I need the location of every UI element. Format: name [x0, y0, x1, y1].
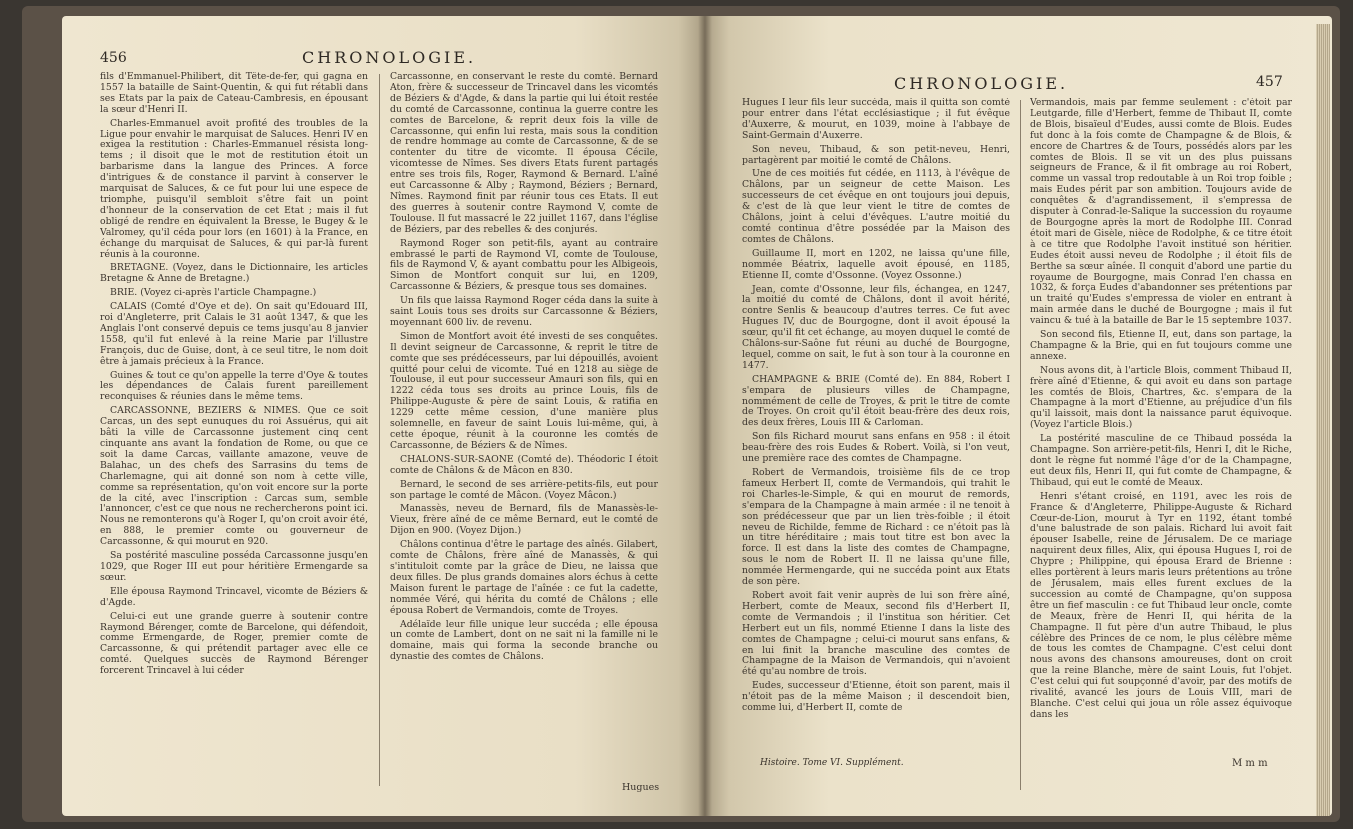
paragraph: Guines & tout ce qu'on appelle la terre d'Oye & toutes les dépendances de Calais furent pareillement reconquises & réunies dans le même tems.: [100, 369, 368, 403]
paragraph: Adélaïde leur fille unique leur succéda ; elle épousa un comte de Lambert, dont on ne sait ni la famille ni le domaine, mais qui forma la seconde branche ou dynastie des comtes de Châlons.: [390, 618, 658, 663]
paragraph: Vermandois, mais par femme seulement : c'étoit par Leutgarde, fille d'Herbert, femme de Thibaut II, comte de Blois, bisaïeul d'Eudes, aussi comte de Blois. Eudes fut donc à la fois comte de Champagne & de Blois, & encore de Chartres & de Tours, possédés alors par les comtes de Blois. Il se vit un des plus puissans seigneurs de France, & il fit ombrage au roi Robert, comme un vassal trop redoutable à un Roi trop foible ; mais Eudes périt par son ambition. Toujours avide de conquêtes & d'agrandissement, il s'empressa de disputer à Conrad-le-Salique la succession du royaume de Bourgogne après la mort de Rodolphe III. Conrad étoit mari de Gisèle, nièce de Rodolphe, & ce titre étoit à ce titre que Rodolphe l'avoit institué son héritier. Eudes étoit aussi neveu de Rodolphe ; il étoit fils de Berthe sa sœur aînée. Il conquit d'abord une partie du royaume de Bourgogne, mais Conrad l'en chassa en 1032, & força Eudes d'abandonner ses prétentions par un traité qu'Eudes s'empressa de violer en entrant à main armée dans le duché de Bourgogne ; mais il fut vaincu & tué à la bataille de Bar le 15 septembre 1037.: [1030, 98, 1292, 327]
paragraph: Bernard, le second de ses arrière-petits-fils, eut pour son partage le comté de Mâcon. (Voyez Mâcon.): [390, 478, 658, 501]
right-page: [704, 16, 1332, 816]
paragraph: Raymond Roger son petit-fils, ayant au contraire embrassé le parti de Raymond VI, comte de Toulouse, fils de Raymond V, & ayant combattu pour les Albigeois, Simon de Montfort conquit sur lui, en 1209, Carcassonne & Béziers, & presque tous ses domaines.: [390, 237, 658, 293]
page-edges: [1316, 24, 1330, 816]
paragraph: Hugues I leur fils leur succéda, mais il quitta son comté pour entrer dans l'état ecclésiastique ; il fut évêque d'Auxerre, & mourut, en 1039, moine à l'abbaye de Saint-Germain d'Auxerre.: [742, 98, 1010, 141]
paragraph: Robert avoit fait venir auprès de lui son frère aîné, Herbert, comte de Meaux, second fils d'Herbert II, comte de Vermandois ; il l'institua son héritier. Cet Herbert eut un fils, nommé Etienne I dans la liste des comtes de Champagne ; celui-ci mourut sans enfans, & en lui finit la branche masculine des comtes de Champagne de la Maison de Vermandois, qui n'avoient été qu'au nombre de trois.: [742, 589, 1010, 678]
paragraph: Henri s'étant croisé, en 1191, avec les rois de France & d'Angleterre, Philippe-Auguste & Richard Cœur-de-Lion, mourut à Tyr en 1192, étant tombé d'une balustrade de son palais. Richard lui avoit fait épouser Isabelle, reine de Jérusalem. De ce mariage naquirent deux filles, Alix, qui épousa Hugues I, roi de Chypre ; Philippine, qui épousa Erard de Brienne : elles portèrent à leurs maris leurs prétentions au trône de Jérusalem, mais elles furent exclues de la succession au comté de Champagne, qu'on supposa être un fief masculin : ce fut Thibaud leur oncle, comte de Meaux, frère de Henri II, qui hérita de la Champagne. Il fut père d'un autre Thibaud, le plus célèbre des Princes de ce nom, le plus célèbre même de tous les comtes de Champagne. C'est celui dont nous avons des chansons amoureuses, dont on croit que la reine Blanche, mère de saint Louis, fut l'objet. C'est celui qui fut soupçonné d'avoir, par des motifs de rivalité, avancé les jours de Louis VIII, mari de Blanche. C'est celui qui joua un rôle assez équivoque dans les: [1030, 490, 1292, 720]
paragraph: BRIE. (Voyez ci-après l'article Champagne.): [110, 287, 317, 299]
paragraph: CARCASSONNE, BEZIERS & NIMES. Que ce soit Carcas, un des sept eunuques du roi Assuérus, qui ait bâti la ville de Carcassonne justement cinq cent cinquante ans avant la fondation de Rome, ou que ce soit la dame Carcas, vaillante amazone, veuve de Balahac, un des chefs des Sarrasins du tems de Charlemagne, qui ait donné son nom à cette ville, comme sa représentation, qu'on voit encore sur la porte de la cité, avec l'inscription : Carcas sum, semble l'annoncer, c'est ce que nous ne rechercherons point ici. Nous ne remonterons qu'à Roger I, qu'on croit avoir été, en 888, le premier comte ou gouverneur de Carcassonne, & qui mourut en 920.: [100, 405, 368, 548]
paragraph: Une de ces moitiés fut cédée, en 1113, à l'évêque de Châlons, par un seigneur de cette Maison. Les successeurs de cet évêque en ont toujours joui depuis, & c'est de là que leur vient le titre de comtes de Châlons, joint à celui d'évêques. L'autre moitié du comté continua d'être possédée par la Maison des comtes de Châlons.: [742, 168, 1010, 245]
column-rule: [379, 74, 380, 786]
paragraph: Châlons continua d'être le partage des aînés. Gilabert, comte de Châlons, frère aîné de Manassès, & qui s'intituloit comte par la grâce de Dieu, ne laissa que deux filles. De plus grands domaines alors échus à cette Maison furent le partage de l'aînée : ce fut la cadette, nommée Véré, qui hérita du comté de Châlons ; elle épousa Robert de Vermandois, comte de Troyes.: [390, 539, 658, 616]
paragraph: Simon de Montfort avoit été investi de ses conquêtes. Il devint seigneur de Carcassonne, & reprit le titre de comte que ses prédécesseurs, par lui dépouillés, avoient quitté pour celui de vicomte. Tué en 1218 au siège de Toulouse, il eut pour successeur Amauri son fils, qui en 1222 céda tous ses droits au prince Louis, fils de Philippe-Auguste & père de saint Louis, & ratifia en 1229 cette même cession, d'une manière plus solemnelle, en faveur de saint Louis lui-même, qui, à cette époque, réunit à la couronne les comtés de Carcassonne, de Béziers & de Nîmes.: [390, 330, 658, 451]
page-footer: Histoire. Tome VI. Supplément.: [760, 758, 904, 768]
paragraph: Charles-Emmanuel avoit profité des troubles de la Ligue pour envahir le marquisat de Saluces. Henri IV en exigea la restitution : Charles-Emmanuel résista long-tems ; il disoit que le mot de restitution étoit un barbarisme dans la langue des Princes. A force d'intrigues & de constance il parvint à conserver le marquisat de Saluces, & ce fut pour lui une espece de triomphe, puisqu'il sembloit s'être fait un point d'honneur de la conservation de cet Etat ; mais il fut obligé de rendre en équivalent la Bresse, le Bugey & le Valromey, qu'il céda pour lors (en 1601) à la France, en échange du marquisat de Saluces, & qui par-là furent réunis à la couronne.: [100, 117, 368, 260]
paragraph: Nous avons dit, à l'article Blois, comment Thibaud II, frère aîné d'Etienne, & qui avoit eu dans son partage les comtés de Blois, Chartres, &c. s'empara de la Champagne à la mort d'Etienne, au préjudice d'un fils qu'il laissoit, mais dont la naissance parut équivoque. (Voyez l'article Blois.): [1030, 364, 1292, 431]
column-rule-right: [1020, 100, 1021, 790]
paragraph: CHALONS-SUR-SAONE (Comté de). Théodoric I étoit comte de Châlons & de Mâcon en 830.: [390, 453, 658, 476]
right-column-1: [742, 98, 1010, 756]
left-running-head: CHRONOLOGIE.: [302, 48, 477, 67]
paragraph: Jean, comte d'Ossonne, leur fils, échangea, en 1247, la moitié du comté de Châlons, dont il avoit hérité, contre Senlis & beaucoup d'autres terres. Ce fut avec Hugues IV, duc de Bourgogne, dont il avoit épousé la sœur, qu'il fit cet échange, au moyen duquel le comté de Châlons-sur-Saône fut réuni au duché de Bourgogne, lequel, comme on sait, le fut à son tour à la couronne en 1477.: [742, 283, 1010, 371]
signature-mark: M m m: [1232, 758, 1268, 769]
paragraph: Elle épousa Raymond Trincavel, vicomte de Béziers & d'Agde.: [100, 585, 368, 608]
paragraph: Sa postérité masculine posséda Carcassonne jusqu'en 1029, que Roger III eut pour héritière Ermengarde sa sœur.: [100, 550, 368, 583]
right-page-number: 457: [1256, 74, 1283, 90]
paragraph: Son fils Richard mourut sans enfans en 958 : il étoit beau-frère des rois Eudes & Robert. Voilà, si l'on veut, une première race des comtes de Champagne.: [742, 431, 1010, 465]
paragraph: BRETAGNE. (Voyez, dans le Dictionnaire, les articles Bretagne & Anne de Bretagne.): [100, 262, 368, 285]
paragraph: Carcassonne, en conservant le reste du comté. Bernard Aton, frère & successeur de Trincavel dans les vicomtés de Béziers & d'Agde, & dans la partie qui lui étoit restée du comté de Carcassonne, continua la guerre contre les comtes de Barcelone, & reprit deux fois la ville de Carcassonne, qui enfin lui resta, mais sous la condition de rendre hommage au comte de Carcassonne, & de se contenter du titre de vicomte. Il épousa Cécile, vicomtesse de Nîmes. Ses divers Etats furent partagés entre ses trois fils, Roger, Raymond & Bernard. L'aîné eut Carcassonne & Alby ; Raymond, Béziers ; Bernard, Nîmes. Raymond finit par réunir tous ces Etats. Il eut des guerres à soutenir contre Raymond V, comte de Toulouse. Il fut massacré le 22 juillet 1167, dans l'église de Béziers, par des rebelles & des conjurés.: [390, 72, 658, 235]
paragraph: Guillaume II, mort en 1202, ne laissa qu'une fille, nommée Béatrix, laquelle avoit épousé, en 1185, Etienne II, comte d'Ossonne. (Voyez Ossonne.): [742, 247, 1010, 281]
paragraph: CALAIS (Comté d'Oye et de). On sait qu'Edouard III, roi d'Angleterre, prit Calais le 31 août 1347, & que les Anglais l'ont conservé depuis ce tems jusqu'au 8 janvier 1558, qu'il fut enlevé à la reine Marie par l'illustre François, duc de Guise, dont, à ce seul titre, le nom doit être à jamais précieux à la France.: [100, 301, 368, 367]
paragraph: Son neveu, Thibaud, & son petit-neveu, Henri, partagèrent par moitié le comté de Châlons.: [742, 143, 1010, 166]
catchword: Hugues: [622, 782, 660, 793]
paragraph: CHAMPAGNE & BRIE (Comté de). En 884, Robert I s'empara de plusieurs villes de Champagne, nommément de celle de Troyes, & prit le titre de comte de Troyes. On croit qu'il étoit beau-frère des deux rois, des deux frères, Louis III & Carloman.: [742, 373, 1010, 429]
paragraph: Manassès, neveu de Bernard, fils de Manassès-le-Vieux, frère aîné de ce même Bernard, eut le comté de Dijon en 900. (Voyez Dijon.): [390, 503, 658, 537]
open-book: [22, 6, 1340, 822]
right-column-2: [1030, 98, 1292, 770]
book-gutter: [698, 16, 712, 816]
paragraph: Robert de Vermandois, troisième fils de ce trop fameux Herbert II, comte de Vermandois, qui trahit le roi Charles-le-Simple, & qui en mourut de remords, s'empara de la Champagne à main armée : il ne tenoit à son prédécesseur que par un lien très-foible ; il étoit neveu de Richilde, femme de Richard : ce n'étoit pas là un titre héréditaire ; mais tout titre est bon avec la force. Il est dans la liste des comtes de Champagne, sous le nom de Robert II. Il ne laissa qu'une fille, nommée Hermengarde, qui ne succéda point aux Etats de son père.: [742, 467, 1010, 588]
paragraph: Eudes, successeur d'Etienne, étoit son parent, mais il n'étoit pas de la même Maison ; il descendoit bien, comme lui, d'Herbert II, comte de: [742, 680, 1010, 714]
left-page: [62, 16, 704, 816]
right-running-head: CHRONOLOGIE.: [894, 74, 1069, 93]
paragraph: Celui-ci eut une grande guerre à soutenir contre Raymond Bérenger, comte de Barcelone, qui défendoit, comme Ermengarde, de Roger, premier comte de Carcassonne, & qui prétendit partager avec elle ce comté. Quelques succès de Raymond Bérenger forcerent Trincavel à lui céder: [100, 610, 368, 677]
paragraph: Un fils que laissa Raymond Roger céda dans la suite à saint Louis tous ses droits sur Carcassonne & Béziers, moyennant 600 liv. de revenu.: [390, 295, 658, 328]
paragraph: La postérité masculine de ce Thibaud posséda la Champagne. Son arrière-petit-fils, Henri I, dit le Riche, dont le règne fut nommé l'âge d'or de la Champagne, eut deux fils, Henri II, qui fut comte de Champagne, & Thibaud, qui eut le comté de Meaux.: [1030, 433, 1292, 488]
left-page-number: 456: [100, 50, 127, 66]
left-column-1: [100, 72, 368, 794]
left-column-2: [390, 72, 658, 778]
paragraph: fils d'Emmanuel-Philibert, dit Tête-de-fer, qui gagna en 1557 la bataille de Saint-Quentin, & qui fut rétabli dans ses Etats par la paix de Cateau-Cambresis, en épousant la sœur d'Henri II.: [100, 72, 368, 115]
paragraph: Son second fils, Etienne II, eut, dans son partage, la Champagne & la Brie, qui en fut toujours comme une annexe.: [1030, 329, 1292, 362]
